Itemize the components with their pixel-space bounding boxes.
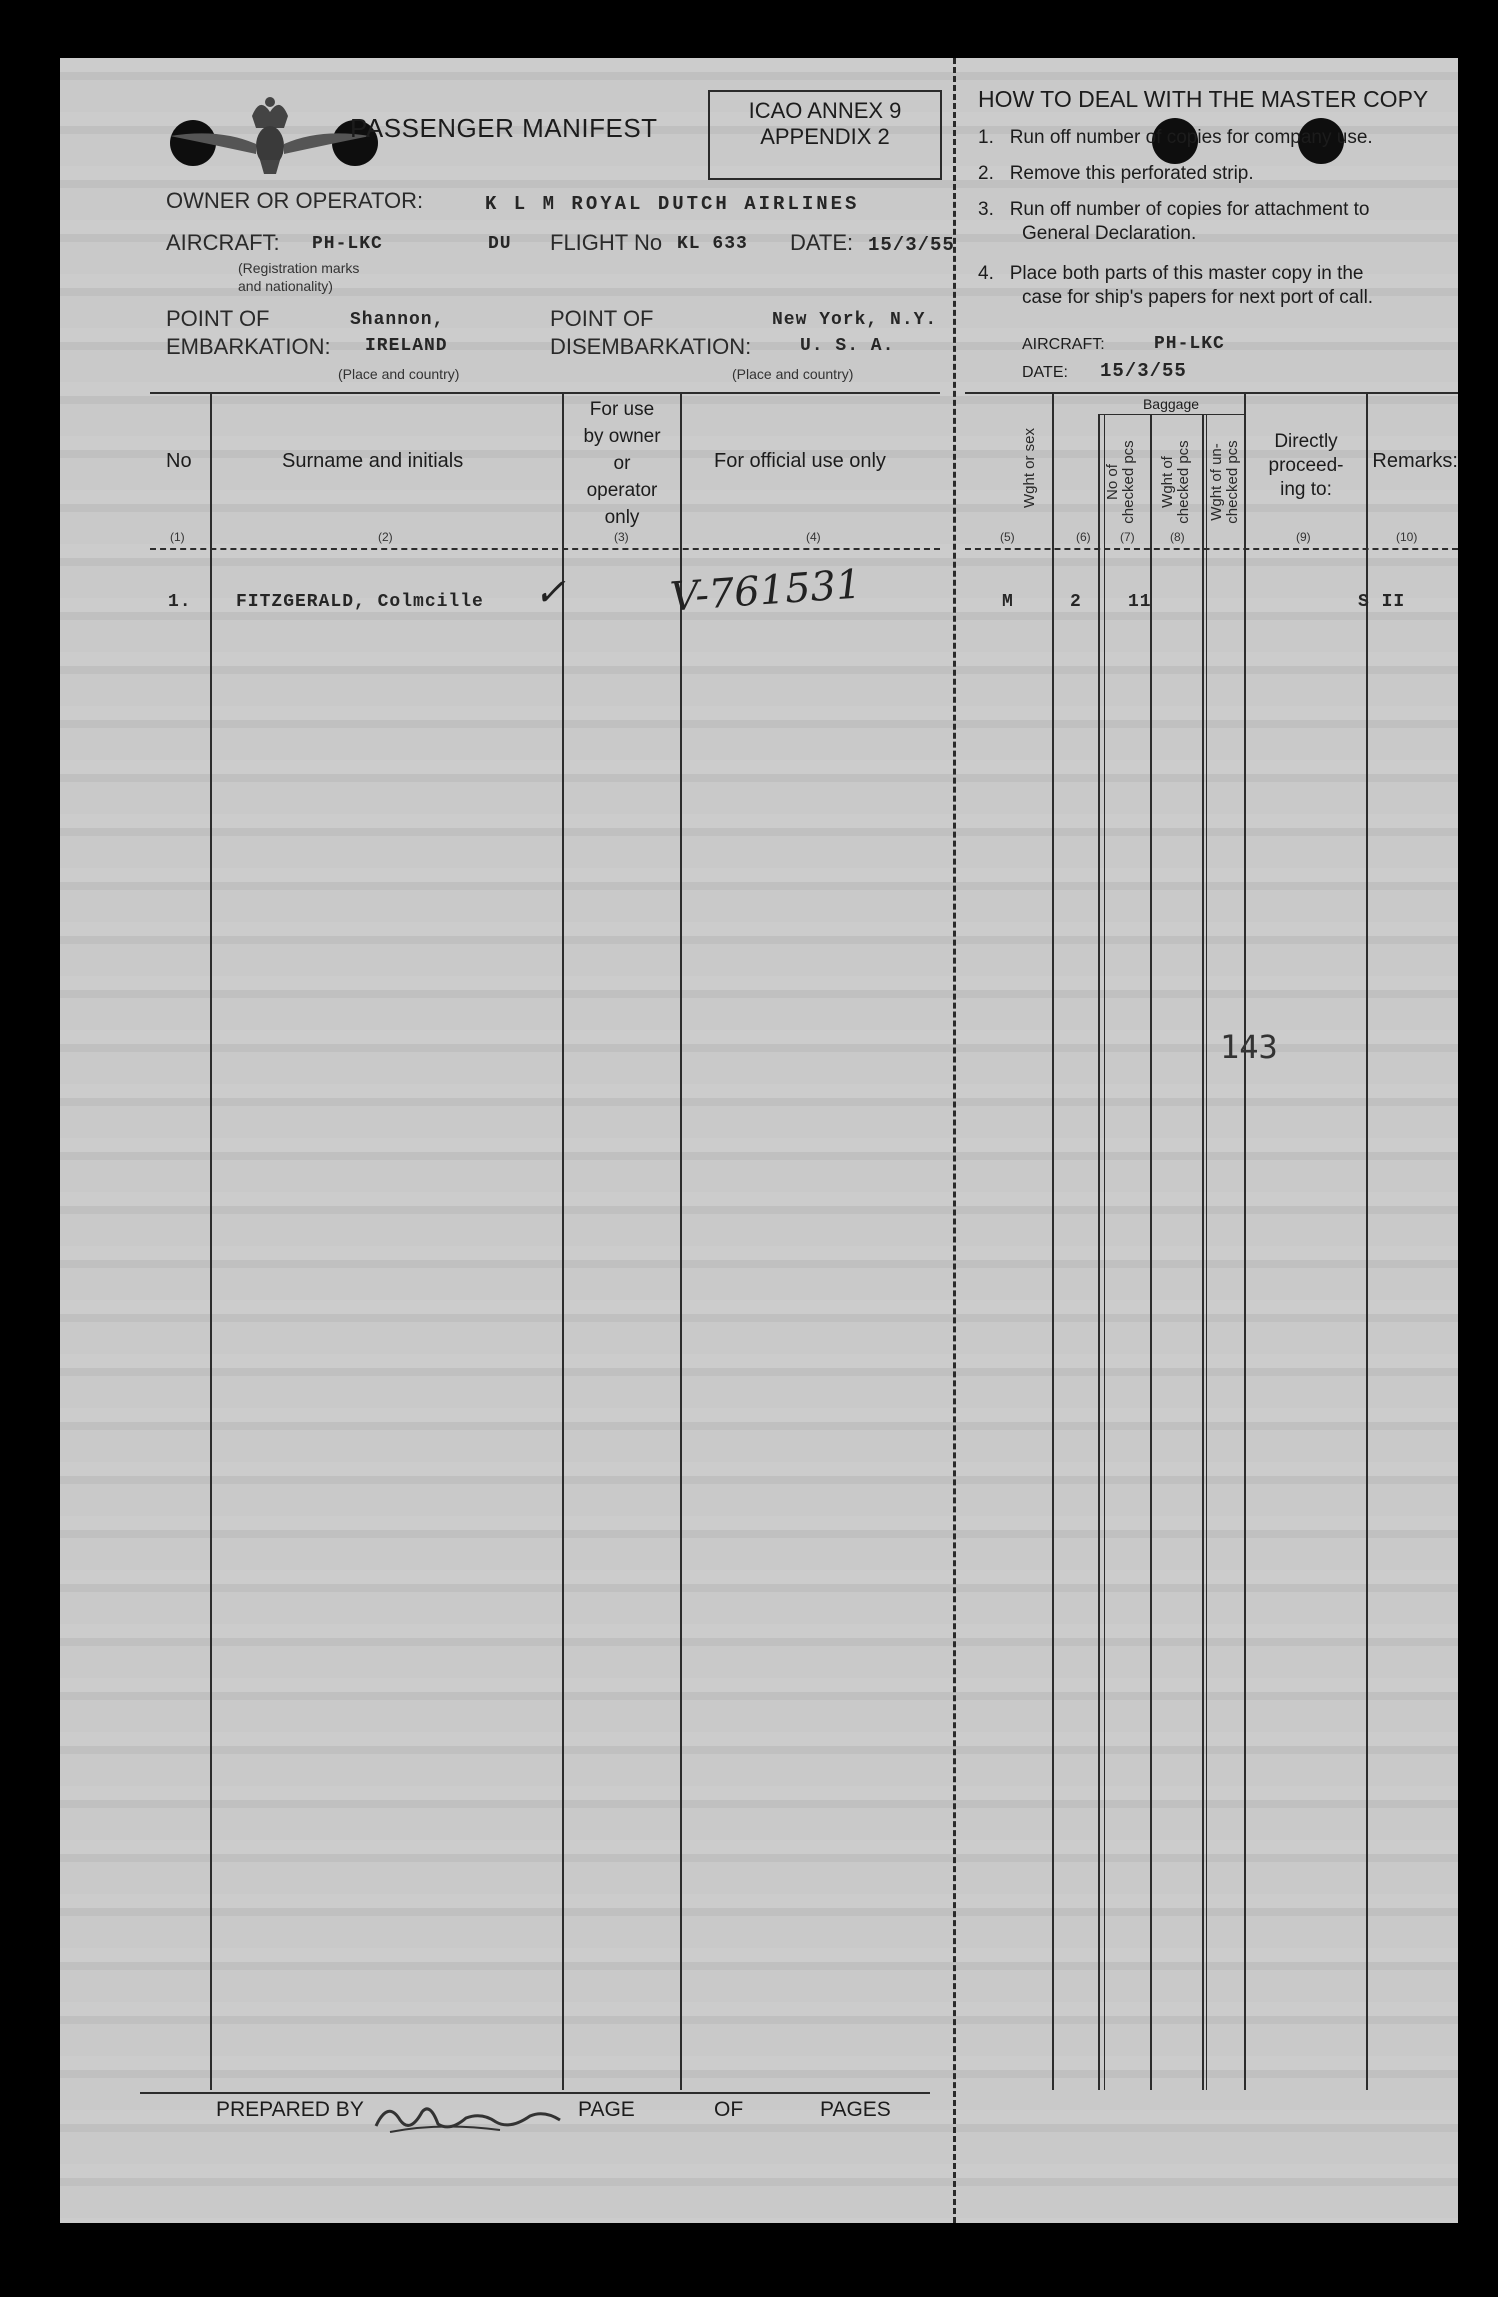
of-label: OF	[714, 2098, 744, 2121]
embarkation-country: IRELAND	[365, 336, 448, 356]
instr-date-value: 15/3/55	[1100, 360, 1187, 382]
passenger-remarks: S II	[1358, 592, 1406, 612]
col-number: (8)	[1170, 530, 1185, 544]
col-number: (5)	[1000, 530, 1015, 544]
col-owner-use-line: operator	[586, 480, 658, 501]
column-rule	[1366, 394, 1368, 2090]
instr-date-label: DATE:	[1022, 364, 1068, 381]
col-owner-use	[566, 396, 678, 531]
col-unchecked-weight-line: checked pcs	[1224, 440, 1241, 524]
col-surname: Surname and initials	[282, 450, 464, 472]
place-note: (Place and country)	[732, 366, 854, 382]
column-rule	[1052, 394, 1054, 2090]
aircraft-note: (Registration marks	[238, 260, 360, 276]
col-checked-weight-line: Wght of	[1159, 456, 1176, 508]
embarkation-label: EMBARKATION:	[166, 334, 331, 359]
col-proceeding-line: proceed-	[1268, 455, 1344, 476]
col-remarks: Remarks:	[1372, 450, 1458, 472]
instr-aircraft-value: PH-LKC	[1154, 334, 1225, 354]
pages-label: PAGES	[820, 2098, 891, 2121]
col-checked-pcs	[1105, 437, 1137, 527]
col-owner-use-line: only	[604, 507, 640, 528]
baggage-weight: 11	[1128, 592, 1152, 612]
column-rule	[1150, 414, 1152, 2090]
col-proceeding-line: ing to:	[1280, 479, 1332, 500]
instruction-text: Place both parts of this master copy in the	[1009, 263, 1364, 284]
date-value: 15/3/55	[868, 234, 955, 256]
row-number: 1.	[168, 592, 192, 612]
klm-crown-logo	[160, 88, 380, 178]
col-number: (4)	[806, 530, 821, 544]
page-label: PAGE	[578, 2098, 635, 2121]
col-number: (9)	[1296, 530, 1311, 544]
instr-aircraft-label: AIRCRAFT:	[1022, 336, 1105, 353]
prepared-by-label: PREPARED BY	[216, 2098, 364, 2121]
perforation-line	[953, 58, 956, 2223]
column-rule	[1202, 414, 1204, 2090]
instruction-number: 4.	[978, 263, 994, 284]
official-number: V-761531	[668, 561, 863, 621]
disembarkation-country: U. S. A.	[800, 336, 895, 356]
col-checked-pcs-line: checked pcs	[1120, 440, 1137, 524]
instruction-text: Run off number of copies for attachment to	[1009, 199, 1370, 220]
baggage-pieces: 2	[1070, 592, 1082, 612]
disembarkation-label: DISEMBARKATION:	[550, 334, 752, 359]
column-rule	[562, 394, 564, 2090]
instruction-text: General Declaration.	[1022, 223, 1197, 244]
col-unchecked-weight-line: Wght of un-	[1208, 443, 1225, 521]
instruction-text: case for ship's papers for next port of call.	[1022, 287, 1374, 308]
header-rule	[150, 546, 940, 550]
col-number: (1)	[170, 530, 185, 544]
col-checked-weight	[1160, 437, 1192, 527]
table-top-rule	[150, 392, 940, 394]
column-rule	[680, 394, 682, 2090]
annex-line: APPENDIX 2	[760, 124, 890, 149]
column-rule	[1244, 394, 1246, 2090]
form-title: PASSENGER MANIFEST	[350, 113, 658, 143]
owner-label: OWNER OR OPERATOR:	[166, 188, 424, 213]
embarkation-place: Shannon,	[350, 310, 445, 330]
instruction-number: 2.	[978, 163, 994, 184]
flight-label: FLIGHT No	[550, 230, 663, 255]
col-no: No	[166, 450, 192, 472]
col-weight-sex: Wght or sex	[1021, 427, 1038, 509]
instruction-number: 3.	[978, 199, 994, 220]
col-owner-use-line: by owner	[583, 426, 661, 447]
col-number: (6)	[1076, 530, 1091, 544]
passenger-name: FITZGERALD, Colmcille	[236, 592, 484, 612]
passenger-sex: M	[1002, 592, 1014, 612]
column-rule	[1206, 414, 1207, 2090]
col-number: (7)	[1120, 530, 1135, 544]
aircraft-label: AIRCRAFT:	[166, 230, 280, 255]
header-rule	[965, 546, 1458, 550]
owner-value: K L M ROYAL DUTCH AIRLINES	[485, 193, 860, 215]
column-rule	[210, 394, 212, 2090]
col-checked-weight-line: checked pcs	[1175, 440, 1192, 524]
disembarkation-place: New York, N.Y.	[772, 310, 938, 330]
disembarkation-label: POINT OF	[550, 306, 654, 331]
column-rule	[1104, 414, 1105, 2090]
embarkation-label: POINT OF	[166, 306, 270, 331]
col-number: (3)	[614, 530, 629, 544]
baggage-rule	[1098, 414, 1244, 415]
signature	[370, 2092, 570, 2142]
col-owner-use-line: For use	[589, 399, 655, 420]
col-number: (10)	[1396, 530, 1418, 544]
col-number: (2)	[378, 530, 393, 544]
col-proceeding	[1248, 430, 1364, 502]
flight-value: KL 633	[677, 234, 748, 254]
col-unchecked-weight	[1209, 437, 1241, 527]
instructions-heading: HOW TO DEAL WITH THE MASTER COPY	[978, 86, 1429, 112]
table-top-rule	[965, 392, 1458, 394]
date-label: DATE:	[790, 230, 854, 255]
col-owner-use-line: or	[613, 453, 631, 474]
aircraft-extra: DU	[488, 234, 512, 254]
check-mark: ✓	[534, 570, 566, 614]
instruction-number: 1.	[978, 127, 994, 148]
aircraft-note: and nationality)	[238, 278, 333, 294]
col-baggage: Baggage	[1142, 396, 1200, 412]
annex-box	[708, 90, 942, 180]
instruction-text: Run off number of copies for company use.	[1009, 127, 1373, 148]
aircraft-value: PH-LKC	[312, 234, 383, 254]
instruction-text: Remove this perforated strip.	[1009, 163, 1254, 184]
place-note: (Place and country)	[338, 366, 460, 382]
col-checked-pcs-line: No of	[1104, 464, 1121, 500]
stamp-number: 143	[1220, 1028, 1278, 1066]
col-official: For official use only	[714, 450, 886, 472]
col-proceeding-line: Directly	[1274, 431, 1338, 452]
manifest-sheet	[60, 58, 1458, 2223]
column-rule	[1098, 414, 1100, 2090]
instructions-list	[978, 126, 1373, 310]
annex-line: ICAO ANNEX 9	[748, 98, 902, 123]
